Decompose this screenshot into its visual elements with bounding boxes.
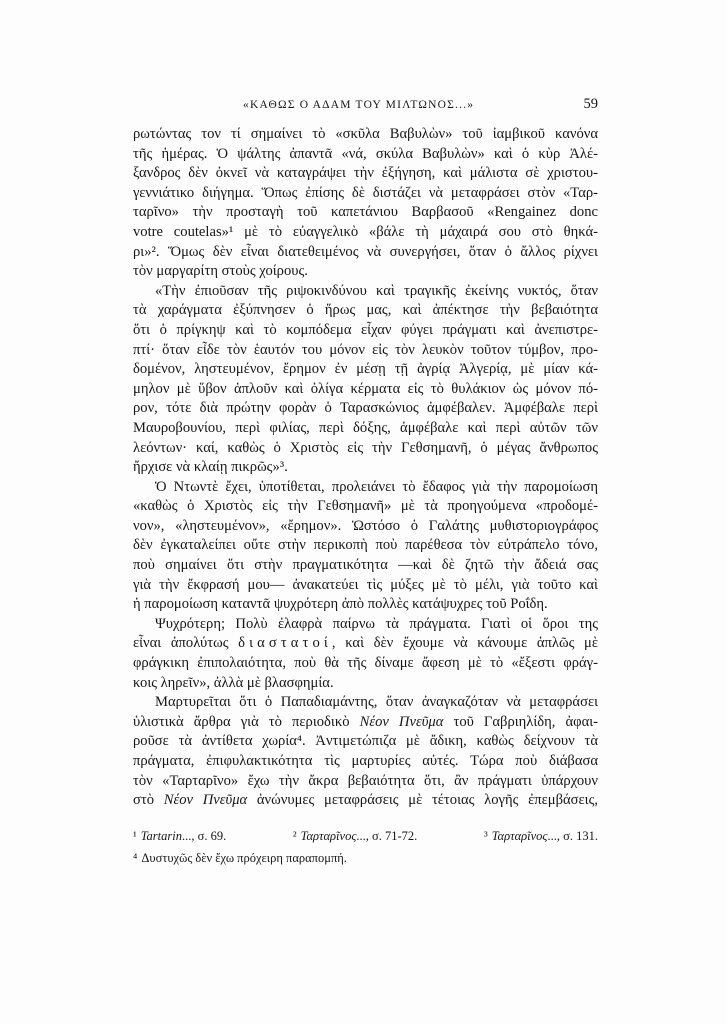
text-line [133,439,598,459]
footnote-marker: ² [292,829,297,843]
text-run: Μαυροβουνίου, περὶ φιλίας, περὶ δόξης, ἀμφέβαλε καὶ περὶ αὐτῶν τῶν [133,419,598,436]
text-run: μηλον μὲ ὕβον ἁπλοῦν καὶ ὀλίγα κέρματα εἰς τὸ θυλάκιον ὡς μόνον πό- [133,380,598,397]
footnote-source-title: Tartarin [140,829,182,843]
text-line [133,517,598,537]
text-run: ποὺ σημαίνει ὅτι στὴν πραγματικότητα —καὶ δὲ ζητῶ τὴν ἄδειά σας [133,557,598,574]
text-line [133,752,598,772]
text-line [133,654,598,674]
text-run: πτί· ὅταν εἶδε τὸν ἑαυτόν του μόνον εἰς τὸν λευκὸν τοῦτον τύμβον, προ- [133,341,598,358]
text-line [133,556,598,576]
italic-periodical-title: Νέον Πνεῦμα [163,792,248,809]
text-run: Μαρτυρεῖται ὅτι ὁ Παπαδιαμάντης, ὅταν ἀναγκαζόταν νὰ μεταφράσει [155,694,598,711]
italic-periodical-title: Νέον Πνεῦμα [359,713,444,730]
body-text [133,125,598,811]
footnote-page-reference: ..., σ. 69. [181,829,227,843]
paragraph [133,282,598,478]
text-line [133,576,598,596]
text-run: ρον, τότε διὰ πρώτην φορὰν ὁ Ταρασκώνιος ἀμφέβαλεν. Ἀμφέβαλε περὶ [133,400,598,417]
text-line [133,321,598,341]
text-run: Ὁ Ντωντὲ ἔχει, ὑποτίθεται, προλειάνει τὸ ἔδαφος γιὰ τὴν παρομοίωση [155,478,598,495]
text-run: ρι»². Ὅμως δὲν εἶναι διατεθειμένος νὰ συνεργήσει, ὅταν ὁ ἄλλος ρίχνει [133,243,598,260]
paragraph [133,693,598,811]
footnote-row [133,825,598,847]
text-run: , καὶ δὲν ἔχουμε νὰ κάνουμε ἁπλῶς μὲ [331,635,599,652]
text-line [133,615,598,635]
footnote-1 [133,825,226,847]
paragraph [133,125,598,282]
text-run: τὸν «Ταρταρῖνο» ἔχω τὴν ἄκρα βεβαιότητα ὅτι, ἂν πράγματι ὑπάρχουν [133,772,598,789]
text-run: γεννιάτικο διήγημα. Ὅπως ἐπίσης δὲ διστάζει νὰ μεταφράσει στὸν «Ταρ- [133,184,598,201]
text-line [133,380,598,400]
running-head: «ΚΑΘΩΣ Ο ΑΔΑΜ ΤΟΥ ΜΙΛΤΩΝΟΣ...» [243,99,475,111]
text-run: τὸν μαργαρίτη στοὺς χοίρους. [133,263,308,280]
text-run: Ψυχρότερη; Πολὺ ἐλαφρὰ παίρνω τὰ πράγματα. Γιατὶ οἱ ὅροι της [155,615,598,632]
text-line [133,713,598,733]
text-run: ὅτι ὁ πρίγκηψ καὶ τὸ κομπόδεμα εἶχαν φύγει πράγματι καὶ ἀνεπιστρε- [133,321,598,338]
text-run: τῆς ἡμέρας. Ὁ ψάλτης ἀπαντᾶ «νά, σκύλα Βαβυλὼν» καὶ ὁ κὺρ Ἀλέ- [133,145,598,162]
text-run: τὰ χαράγματα ἐξύπνησεν ὁ ἥρως μας, καὶ ἀπέκτησε τὴν βεβαιότητα [133,302,598,319]
footnote-marker: ¹ [133,829,137,843]
text-run: ἡ παρομοίωση καταντᾶ ψυχρότερη ἀπὸ πολλὲς κατάψυχρες τοῦ Ροΐδη. [133,596,548,613]
text-line [133,243,598,263]
spaced-emphasis: διαστατοί [238,635,332,652]
footnote-3 [484,825,598,847]
text-run: εἶναι ἀπολύτως [133,635,239,652]
footnote-row [133,847,598,869]
text-line [133,262,598,282]
text-line [133,419,598,439]
text-line [133,536,598,556]
text-run: δὲν ἐγκαταλείπει οὔτε στὴν περικοπὴ ποὺ παρέθεσα τὸν εὐτράπελο τόνο, [133,537,598,554]
footnote-4 [133,847,347,869]
text-run: κοις ληρεῖν», ἀλλὰ μὲ βλασφημία. [133,674,334,691]
text-run: ροῦσε τὰ ἀντίθετα χωρία⁴. Ἀντιμετώπιζα μὲ ἄδικη, καθὼς δείχνουν τὰ [133,733,598,750]
footnote-marker: ³ [483,829,488,843]
text-run: votre coutelas»¹ μὲ τὸ εὐαγγελικὸ «βάλε τὴ μάχαιρά σου στὸ θηκά- [133,223,598,240]
text-run: φράγκικη ἐπιπολαιότητα, ποὺ θὰ τῆς δίναμε ἄφεση μὲ τὸ «ἔξεστι φράγ- [133,655,598,672]
text-run: «Τὴν ἐπιοῦσαν τῆς ριψοκινδύνου καὶ τραγικῆς ἐκείνης νυκτός, ὅταν [155,282,598,299]
footnote-page-reference: ..., σ. 71-72. [356,829,418,843]
text-run: τοῦ Γαβριηλίδη, ἀφαι- [443,713,599,730]
text-line [133,458,598,478]
text-line [133,360,598,380]
text-line [133,595,598,615]
text-run: ἤρχισε νὰ κλαίῃ πικρῶς»³. [133,459,288,476]
text-run: ἀνώνυμες μεταφράσεις μὲ τέτοιας λογῆς ἐπεμβάσεις, [247,792,598,809]
text-run: δομένον, ληστευμένον, ἔρημον ἐν μέσῃ τῇ ἀγρίᾳ Ἀλγερίᾳ, μὲ μίαν κά- [133,361,598,378]
text-run: ὑλιστικὰ ἄρθρα γιὰ τὸ περιοδικὸ [133,713,360,730]
footnote-source-title: Ταρταρῖνος [300,829,357,843]
text-run: στὸ [133,792,164,809]
text-line [133,341,598,361]
footnote-text: Δυστυχῶς δὲν ἔχω πρόχειρη παραπομπή. [141,851,347,865]
text-run: γιὰ τὴν ἔκφρασή μου— ἀνακατεύει τὶς μύξες μὲ τὸ μέλι, γιὰ τοῦτο καὶ [133,576,598,593]
text-run: ρωτώντας τον τί σημαίνει τὸ «σκῦλα Βαβυλὼν» τοῦ ἰαμβικοῦ κανόνα [133,126,598,142]
page-number: 59 [583,96,598,112]
text-run: νον», «ληστευμένον», «ἔρημον». Ὡστόσο ὁ Γαλάτης μυθιστοριογράφος [133,517,598,534]
footnote-2 [293,825,417,847]
text-line [133,399,598,419]
text-line [133,301,598,321]
text-line [133,693,598,713]
text-run: πράγματα, ἐπιφυλακτικότητα τὶς μαρτυρίες αὐτές. Τώρα ποὺ διάβασα [133,753,598,769]
text-line [133,145,598,165]
text-run: λεόντων· καί, καθὼς ὁ Χριστὸς εἰς τὴν Γεθσημανῆ, ὁ μέγας ἄνθρωπος [133,439,598,456]
text-line [133,634,598,654]
text-line [133,125,598,145]
footnote-source-title: Ταρταρῖνος [491,829,548,843]
text-run: ταρῖνο» τὴν προσταγὴ τοῦ καπετάνιου Βαρβασοῦ «Rengainez donc [133,204,598,221]
text-line [133,791,598,811]
paragraph [133,615,598,693]
text-line [133,164,598,184]
footnote-marker: ⁴ [133,851,138,865]
text-line [133,478,598,498]
text-line [133,772,598,792]
text-line [133,184,598,204]
text-run: «καθὼς ὁ Χριστὸς εἰς τὴν Γεθσημανῆ» μὲ τὰ προηγούμενα «προδομέ- [133,498,598,515]
text-line [133,203,598,223]
text-line [133,497,598,517]
text-line [133,282,598,302]
text-line [133,674,598,694]
text-run: ξανδρος δὲν ὀκνεῖ νὰ καταγράψει τὴν ἐξήγηση, καὶ μάλιστα σὲ χριστου- [133,165,598,182]
paragraph [133,478,598,615]
text-line [133,223,598,243]
footnote-page-reference: ..., σ. 131. [547,829,598,843]
text-line [133,732,598,752]
footnotes [133,825,598,869]
